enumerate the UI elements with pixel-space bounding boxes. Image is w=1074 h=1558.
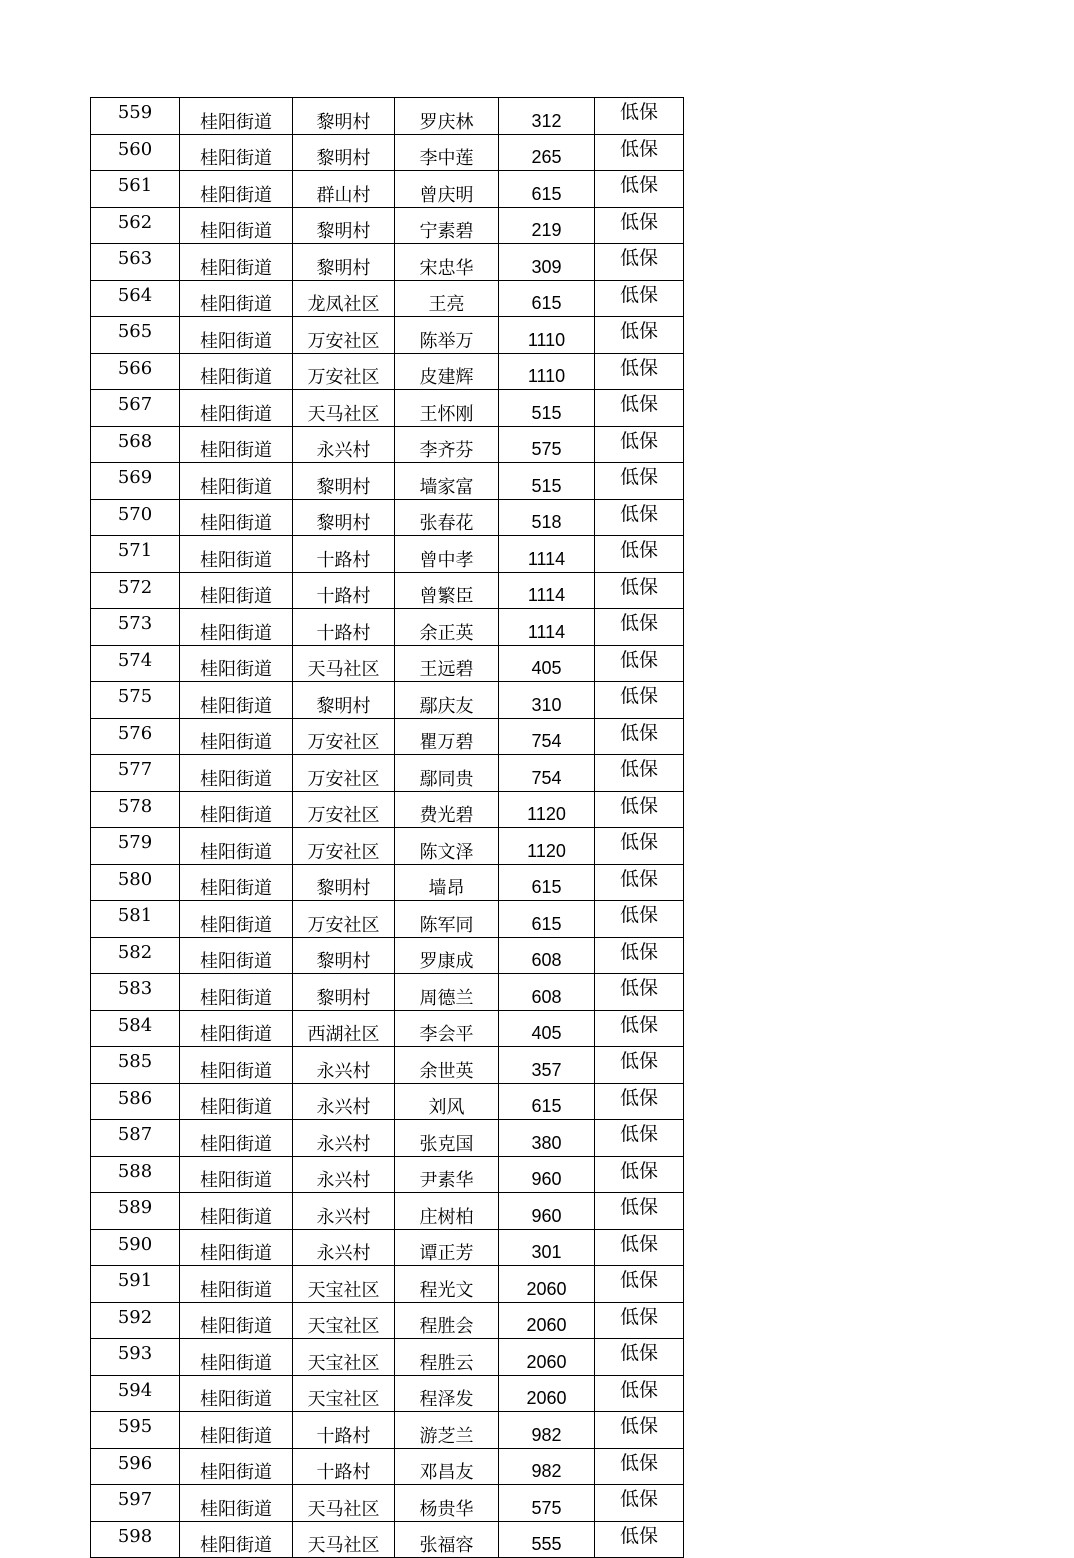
amount-cell: 301 — [499, 1229, 595, 1266]
village-cell: 黎明村 — [293, 244, 395, 281]
table-row — [91, 1485, 684, 1522]
person-name-cell: 鄢同贵 — [395, 755, 499, 792]
serial-number-cell: 586 — [91, 1083, 180, 1120]
street-cell: 桂阳街道 — [180, 645, 293, 682]
village-cell: 天宝社区 — [293, 1302, 395, 1339]
person-name-cell: 瞿万碧 — [395, 718, 499, 755]
assistance-type-cell: 低保 — [595, 755, 684, 792]
street-cell: 桂阳街道 — [180, 1412, 293, 1449]
table-row — [91, 937, 684, 974]
person-name-cell: 罗庆林 — [395, 98, 499, 135]
street-cell: 桂阳街道 — [180, 1521, 293, 1558]
assistance-type-cell: 低保 — [595, 572, 684, 609]
person-name-cell: 邓昌友 — [395, 1448, 499, 1485]
serial-number-cell: 580 — [91, 864, 180, 901]
person-name-cell: 程胜会 — [395, 1302, 499, 1339]
street-cell: 桂阳街道 — [180, 1229, 293, 1266]
assistance-type-cell: 低保 — [595, 98, 684, 135]
person-name-cell: 李齐芬 — [395, 426, 499, 463]
table-row — [91, 1448, 684, 1485]
person-name-cell: 李会平 — [395, 1010, 499, 1047]
person-name-cell: 鄢庆友 — [395, 682, 499, 719]
table-row — [91, 390, 684, 427]
serial-number-cell: 569 — [91, 463, 180, 500]
village-cell: 黎明村 — [293, 682, 395, 719]
amount-cell: 615 — [499, 1083, 595, 1120]
street-cell: 桂阳街道 — [180, 937, 293, 974]
table-row — [91, 718, 684, 755]
person-name-cell: 游芝兰 — [395, 1412, 499, 1449]
person-name-cell: 余正英 — [395, 609, 499, 646]
amount-cell: 754 — [499, 755, 595, 792]
person-name-cell: 余世英 — [395, 1047, 499, 1084]
assistance-type-cell: 低保 — [595, 426, 684, 463]
street-cell: 桂阳街道 — [180, 609, 293, 646]
table-row — [91, 974, 684, 1011]
village-cell: 十路村 — [293, 572, 395, 609]
serial-number-cell: 590 — [91, 1229, 180, 1266]
table-row — [91, 1083, 684, 1120]
village-cell: 永兴村 — [293, 1156, 395, 1193]
village-cell: 天马社区 — [293, 390, 395, 427]
serial-number-cell: 592 — [91, 1302, 180, 1339]
person-name-cell: 张克国 — [395, 1120, 499, 1157]
assistance-type-cell: 低保 — [595, 1521, 684, 1558]
amount-cell: 405 — [499, 1010, 595, 1047]
street-cell: 桂阳街道 — [180, 572, 293, 609]
amount-cell: 960 — [499, 1193, 595, 1230]
village-cell: 天宝社区 — [293, 1266, 395, 1303]
village-cell: 天马社区 — [293, 645, 395, 682]
assistance-type-cell: 低保 — [595, 828, 684, 865]
amount-cell: 2060 — [499, 1375, 595, 1412]
person-name-cell: 谭正芳 — [395, 1229, 499, 1266]
amount-cell: 1114 — [499, 609, 595, 646]
amount-cell: 608 — [499, 974, 595, 1011]
village-cell: 黎明村 — [293, 207, 395, 244]
serial-number-cell: 570 — [91, 499, 180, 536]
serial-number-cell: 589 — [91, 1193, 180, 1230]
amount-cell: 2060 — [499, 1266, 595, 1303]
serial-number-cell: 595 — [91, 1412, 180, 1449]
assistance-type-cell: 低保 — [595, 499, 684, 536]
street-cell: 桂阳街道 — [180, 426, 293, 463]
serial-number-cell: 597 — [91, 1485, 180, 1522]
amount-cell: 357 — [499, 1047, 595, 1084]
street-cell: 桂阳街道 — [180, 1047, 293, 1084]
village-cell: 黎明村 — [293, 98, 395, 135]
amount-cell: 265 — [499, 134, 595, 171]
village-cell: 永兴村 — [293, 1047, 395, 1084]
serial-number-cell: 582 — [91, 937, 180, 974]
assistance-type-cell: 低保 — [595, 1120, 684, 1157]
table-row — [91, 463, 684, 500]
serial-number-cell: 583 — [91, 974, 180, 1011]
village-cell: 万安社区 — [293, 317, 395, 354]
village-cell: 永兴村 — [293, 1193, 395, 1230]
assistance-type-cell: 低保 — [595, 1448, 684, 1485]
serial-number-cell: 579 — [91, 828, 180, 865]
table-row — [91, 1047, 684, 1084]
street-cell: 桂阳街道 — [180, 1120, 293, 1157]
assistance-type-cell: 低保 — [595, 280, 684, 317]
village-cell: 黎明村 — [293, 937, 395, 974]
village-cell: 万安社区 — [293, 901, 395, 938]
street-cell: 桂阳街道 — [180, 1083, 293, 1120]
village-cell: 黎明村 — [293, 864, 395, 901]
village-cell: 永兴村 — [293, 426, 395, 463]
assistance-type-cell: 低保 — [595, 353, 684, 390]
village-cell: 万安社区 — [293, 353, 395, 390]
village-cell: 万安社区 — [293, 828, 395, 865]
person-name-cell: 陈军同 — [395, 901, 499, 938]
village-cell: 万安社区 — [293, 755, 395, 792]
serial-number-cell: 561 — [91, 171, 180, 208]
table-row — [91, 572, 684, 609]
table-row — [91, 536, 684, 573]
table-row — [91, 828, 684, 865]
table-row — [91, 317, 684, 354]
street-cell: 桂阳街道 — [180, 353, 293, 390]
village-cell: 天马社区 — [293, 1521, 395, 1558]
serial-number-cell: 581 — [91, 901, 180, 938]
assistance-type-cell: 低保 — [595, 536, 684, 573]
amount-cell: 1114 — [499, 572, 595, 609]
table-row — [91, 1412, 684, 1449]
table-row — [91, 645, 684, 682]
assistance-type-cell: 低保 — [595, 1302, 684, 1339]
amount-cell: 310 — [499, 682, 595, 719]
person-name-cell: 杨贵华 — [395, 1485, 499, 1522]
assistance-type-cell: 低保 — [595, 1412, 684, 1449]
person-name-cell: 曾中孝 — [395, 536, 499, 573]
assistance-type-cell: 低保 — [595, 1047, 684, 1084]
assistance-type-cell: 低保 — [595, 463, 684, 500]
village-cell: 万安社区 — [293, 718, 395, 755]
assistance-type-cell: 低保 — [595, 974, 684, 1011]
street-cell: 桂阳街道 — [180, 171, 293, 208]
serial-number-cell: 593 — [91, 1339, 180, 1376]
street-cell: 桂阳街道 — [180, 864, 293, 901]
serial-number-cell: 577 — [91, 755, 180, 792]
table-row — [91, 1266, 684, 1303]
amount-cell: 2060 — [499, 1302, 595, 1339]
assistance-type-cell: 低保 — [595, 1010, 684, 1047]
assistance-type-cell: 低保 — [595, 317, 684, 354]
amount-cell: 754 — [499, 718, 595, 755]
assistance-type-cell: 低保 — [595, 718, 684, 755]
person-name-cell: 庄树柏 — [395, 1193, 499, 1230]
amount-cell: 1120 — [499, 791, 595, 828]
street-cell: 桂阳街道 — [180, 791, 293, 828]
street-cell: 桂阳街道 — [180, 1156, 293, 1193]
street-cell: 桂阳街道 — [180, 1375, 293, 1412]
amount-cell: 1114 — [499, 536, 595, 573]
table-row — [91, 864, 684, 901]
serial-number-cell: 587 — [91, 1120, 180, 1157]
serial-number-cell: 562 — [91, 207, 180, 244]
street-cell: 桂阳街道 — [180, 317, 293, 354]
assistance-type-cell: 低保 — [595, 645, 684, 682]
person-name-cell: 程胜云 — [395, 1339, 499, 1376]
assistance-type-cell: 低保 — [595, 682, 684, 719]
serial-number-cell: 567 — [91, 390, 180, 427]
amount-cell: 615 — [499, 171, 595, 208]
person-name-cell: 李中莲 — [395, 134, 499, 171]
street-cell: 桂阳街道 — [180, 463, 293, 500]
person-name-cell: 王亮 — [395, 280, 499, 317]
village-cell: 黎明村 — [293, 463, 395, 500]
serial-number-cell: 571 — [91, 536, 180, 573]
person-name-cell: 曾繁臣 — [395, 572, 499, 609]
assistance-type-cell: 低保 — [595, 1266, 684, 1303]
serial-number-cell: 574 — [91, 645, 180, 682]
person-name-cell: 陈文泽 — [395, 828, 499, 865]
street-cell: 桂阳街道 — [180, 1485, 293, 1522]
amount-cell: 219 — [499, 207, 595, 244]
person-name-cell: 张福容 — [395, 1521, 499, 1558]
serial-number-cell: 596 — [91, 1448, 180, 1485]
amount-cell: 1120 — [499, 828, 595, 865]
village-cell: 十路村 — [293, 536, 395, 573]
street-cell: 桂阳街道 — [180, 828, 293, 865]
amount-cell: 1110 — [499, 317, 595, 354]
table-row — [91, 1193, 684, 1230]
amount-cell: 309 — [499, 244, 595, 281]
person-name-cell: 罗康成 — [395, 937, 499, 974]
serial-number-cell: 563 — [91, 244, 180, 281]
serial-number-cell: 564 — [91, 280, 180, 317]
street-cell: 桂阳街道 — [180, 536, 293, 573]
serial-number-cell: 566 — [91, 353, 180, 390]
serial-number-cell: 568 — [91, 426, 180, 463]
street-cell: 桂阳街道 — [180, 1010, 293, 1047]
person-name-cell: 刘风 — [395, 1083, 499, 1120]
person-name-cell: 王远碧 — [395, 645, 499, 682]
welfare-list-table — [90, 97, 684, 1558]
amount-cell: 575 — [499, 1485, 595, 1522]
amount-cell: 1110 — [499, 353, 595, 390]
table-row — [91, 1156, 684, 1193]
village-cell: 群山村 — [293, 171, 395, 208]
table-row — [91, 244, 684, 281]
table-row — [91, 280, 684, 317]
street-cell: 桂阳街道 — [180, 901, 293, 938]
table-row — [91, 426, 684, 463]
street-cell: 桂阳街道 — [180, 974, 293, 1011]
serial-number-cell: 575 — [91, 682, 180, 719]
assistance-type-cell: 低保 — [595, 1083, 684, 1120]
assistance-type-cell: 低保 — [595, 1193, 684, 1230]
street-cell: 桂阳街道 — [180, 682, 293, 719]
serial-number-cell: 560 — [91, 134, 180, 171]
amount-cell: 615 — [499, 280, 595, 317]
village-cell: 十路村 — [293, 1412, 395, 1449]
village-cell: 十路村 — [293, 1448, 395, 1485]
person-name-cell: 王怀刚 — [395, 390, 499, 427]
assistance-type-cell: 低保 — [595, 134, 684, 171]
amount-cell: 982 — [499, 1412, 595, 1449]
amount-cell: 380 — [499, 1120, 595, 1157]
assistance-type-cell: 低保 — [595, 171, 684, 208]
person-name-cell: 尹素华 — [395, 1156, 499, 1193]
street-cell: 桂阳街道 — [180, 1266, 293, 1303]
person-name-cell: 费光碧 — [395, 791, 499, 828]
person-name-cell: 宁素碧 — [395, 207, 499, 244]
assistance-type-cell: 低保 — [595, 937, 684, 974]
assistance-type-cell: 低保 — [595, 1375, 684, 1412]
amount-cell: 608 — [499, 937, 595, 974]
street-cell: 桂阳街道 — [180, 390, 293, 427]
serial-number-cell: 573 — [91, 609, 180, 646]
village-cell: 天马社区 — [293, 1485, 395, 1522]
amount-cell: 2060 — [499, 1339, 595, 1376]
amount-cell: 615 — [499, 901, 595, 938]
serial-number-cell: 598 — [91, 1521, 180, 1558]
village-cell: 永兴村 — [293, 1120, 395, 1157]
village-cell: 西湖社区 — [293, 1010, 395, 1047]
person-name-cell: 程光文 — [395, 1266, 499, 1303]
person-name-cell: 程泽发 — [395, 1375, 499, 1412]
table-row — [91, 1229, 684, 1266]
table-row — [91, 1120, 684, 1157]
assistance-type-cell: 低保 — [595, 1156, 684, 1193]
serial-number-cell: 591 — [91, 1266, 180, 1303]
serial-number-cell: 585 — [91, 1047, 180, 1084]
assistance-type-cell: 低保 — [595, 390, 684, 427]
table-row — [91, 755, 684, 792]
table-row — [91, 682, 684, 719]
serial-number-cell: 588 — [91, 1156, 180, 1193]
street-cell: 桂阳街道 — [180, 98, 293, 135]
street-cell: 桂阳街道 — [180, 280, 293, 317]
table-row — [91, 901, 684, 938]
amount-cell: 960 — [499, 1156, 595, 1193]
amount-cell: 515 — [499, 463, 595, 500]
person-name-cell: 陈举万 — [395, 317, 499, 354]
amount-cell: 312 — [499, 98, 595, 135]
street-cell: 桂阳街道 — [180, 1448, 293, 1485]
amount-cell: 518 — [499, 499, 595, 536]
table-row — [91, 134, 684, 171]
assistance-type-cell: 低保 — [595, 1485, 684, 1522]
street-cell: 桂阳街道 — [180, 499, 293, 536]
serial-number-cell: 576 — [91, 718, 180, 755]
street-cell: 桂阳街道 — [180, 718, 293, 755]
street-cell: 桂阳街道 — [180, 755, 293, 792]
person-name-cell: 墙昂 — [395, 864, 499, 901]
village-cell: 十路村 — [293, 609, 395, 646]
person-name-cell: 张春花 — [395, 499, 499, 536]
amount-cell: 982 — [499, 1448, 595, 1485]
amount-cell: 405 — [499, 645, 595, 682]
table-row — [91, 609, 684, 646]
person-name-cell: 曾庆明 — [395, 171, 499, 208]
assistance-type-cell: 低保 — [595, 1339, 684, 1376]
assistance-type-cell: 低保 — [595, 207, 684, 244]
village-cell: 永兴村 — [293, 1229, 395, 1266]
serial-number-cell: 565 — [91, 317, 180, 354]
table-row — [91, 207, 684, 244]
table-row — [91, 791, 684, 828]
village-cell: 永兴村 — [293, 1083, 395, 1120]
village-cell: 黎明村 — [293, 974, 395, 1011]
person-name-cell: 皮建辉 — [395, 353, 499, 390]
village-cell: 龙凤社区 — [293, 280, 395, 317]
table-row — [91, 499, 684, 536]
amount-cell: 555 — [499, 1521, 595, 1558]
person-name-cell: 周德兰 — [395, 974, 499, 1011]
street-cell: 桂阳街道 — [180, 134, 293, 171]
person-name-cell: 宋忠华 — [395, 244, 499, 281]
serial-number-cell: 572 — [91, 572, 180, 609]
street-cell: 桂阳街道 — [180, 244, 293, 281]
serial-number-cell: 578 — [91, 791, 180, 828]
assistance-type-cell: 低保 — [595, 609, 684, 646]
assistance-type-cell: 低保 — [595, 791, 684, 828]
table-body — [91, 98, 684, 1558]
person-name-cell: 墙家富 — [395, 463, 499, 500]
table-row — [91, 98, 684, 135]
table-row — [91, 1375, 684, 1412]
village-cell: 天宝社区 — [293, 1375, 395, 1412]
assistance-type-cell: 低保 — [595, 901, 684, 938]
amount-cell: 575 — [499, 426, 595, 463]
serial-number-cell: 584 — [91, 1010, 180, 1047]
table-row — [91, 171, 684, 208]
street-cell: 桂阳街道 — [180, 1193, 293, 1230]
amount-cell: 615 — [499, 864, 595, 901]
village-cell: 万安社区 — [293, 791, 395, 828]
table-row — [91, 1010, 684, 1047]
street-cell: 桂阳街道 — [180, 1339, 293, 1376]
serial-number-cell: 594 — [91, 1375, 180, 1412]
street-cell: 桂阳街道 — [180, 207, 293, 244]
assistance-type-cell: 低保 — [595, 864, 684, 901]
village-cell: 天宝社区 — [293, 1339, 395, 1376]
table-row — [91, 1339, 684, 1376]
assistance-type-cell: 低保 — [595, 1229, 684, 1266]
street-cell: 桂阳街道 — [180, 1302, 293, 1339]
amount-cell: 515 — [499, 390, 595, 427]
village-cell: 黎明村 — [293, 499, 395, 536]
serial-number-cell: 559 — [91, 98, 180, 135]
table-row — [91, 353, 684, 390]
assistance-type-cell: 低保 — [595, 244, 684, 281]
table-row — [91, 1521, 684, 1558]
village-cell: 黎明村 — [293, 134, 395, 171]
table-row — [91, 1302, 684, 1339]
